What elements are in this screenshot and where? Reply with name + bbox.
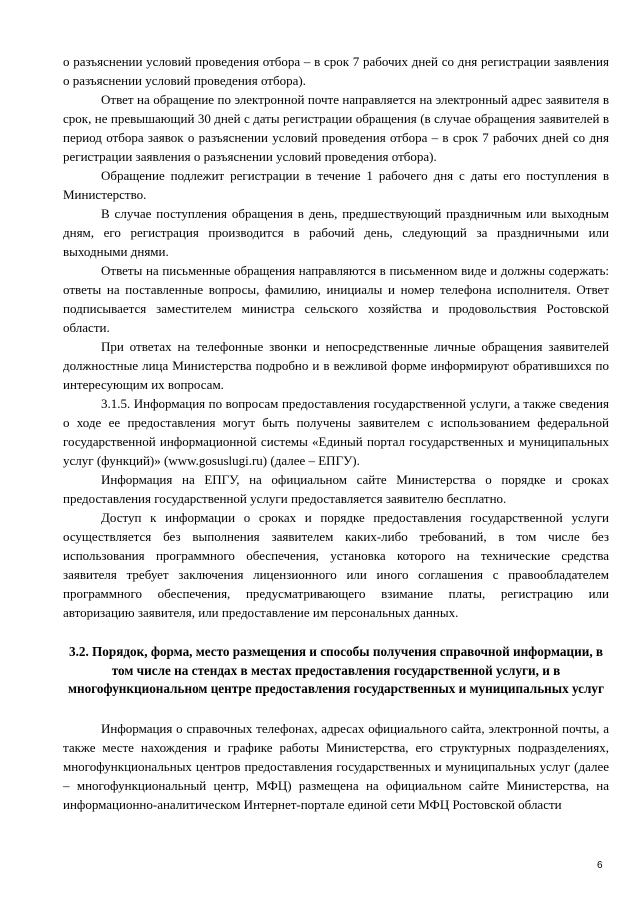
- paragraph-continuation: о разъяснении условий проведения отбора – в срок 7 рабочих дней со дня регистрации заявления о разъяснении условий проведения отбора).: [63, 54, 609, 88]
- section-heading-3-2: 3.2. Порядок, форма, место размещения и способы получения справочной информации, в том числе на стендах в местах предоставления государственной услуги, и в многофункциональном центре предоставления государственных и муниципальных услуг: [67, 644, 604, 696]
- paragraph-holidays: В случае поступления обращения в день, предшествующий праздничным или выходным дням, его регистрация производится в рабочий день, следующий за праздничными или выходными днями.: [63, 206, 609, 259]
- paragraph-written-answers: Ответы на письменные обращения направляются в письменном виде и должны содержать: ответы на поставленные вопросы, фамилию, инициалы и номер телефона исполнителя. Ответ подписывается заместителем министра сельского хозяйства и продовольствия Ростовской области.: [63, 263, 609, 335]
- paragraph-epgu-free: Информация на ЕПГУ, на официальном сайте Министерства о порядке и сроках предоставления государственной услуги предоставляется заявителю бесплатно.: [63, 472, 609, 506]
- document-body: [63, 52, 609, 814]
- paragraph-access: Доступ к информации о сроках и порядке предоставления государственной услуги осуществляется без выполнения заявителем каких-либо требований, в том числе без использования программного обеспечения, установка которого на технические средства заявителя требует заключения лицензионного или иного соглашения с правообладателем программного обеспечения, предусматривающего взимание платы, регистрацию или авторизацию заявителя, или предоставление им персональных данных.: [63, 510, 609, 620]
- page-number: 6: [597, 860, 603, 871]
- paragraph-phone-answers: При ответах на телефонные звонки и непосредственные личные обращения заявителей должностные лица Министерства подробно и в вежливой форме информируют обратившихся по интересующим их вопросам.: [63, 339, 609, 392]
- paragraph-email-response: Ответ на обращение по электронной почте направляется на электронный адрес заявителя в срок, не превышающий 30 дней с даты регистрации обращения (в случае обращения заявителей в период отбора заявок о разъяснении условий проведения отбора – в срок 7 рабочих дней со дня регистрации заявления о разъяснении условий проведения отбора).: [63, 92, 609, 164]
- paragraph-reference-info: Информация о справочных телефонах, адресах официального сайта, электронной почты, а также месте нахождения и графике работы Министерства, его структурных подразделениях, многофункциональных центров предоставления государственных и муниципальных услуг (далее – многофункциональный центр, МФЦ) размещена на официальном сайте Министерства, на информационно-аналитическом Интернет-портале единой сети МФЦ Ростовской области: [63, 720, 609, 812]
- paragraph-registration: Обращение подлежит регистрации в течение 1 рабочего дня с даты его поступления в Министерство.: [63, 168, 609, 202]
- paragraph-3-1-5: 3.1.5. Информация по вопросам предоставления государственной услуги, а также сведения о ходе ее предоставления могут быть получены заявителем с использованием федеральной государственной информационной системы «Единый портал государственных и муниципальных услуг (функций)» (www.gosuslugi.ru) (далее – ЕПГУ).: [63, 396, 609, 468]
